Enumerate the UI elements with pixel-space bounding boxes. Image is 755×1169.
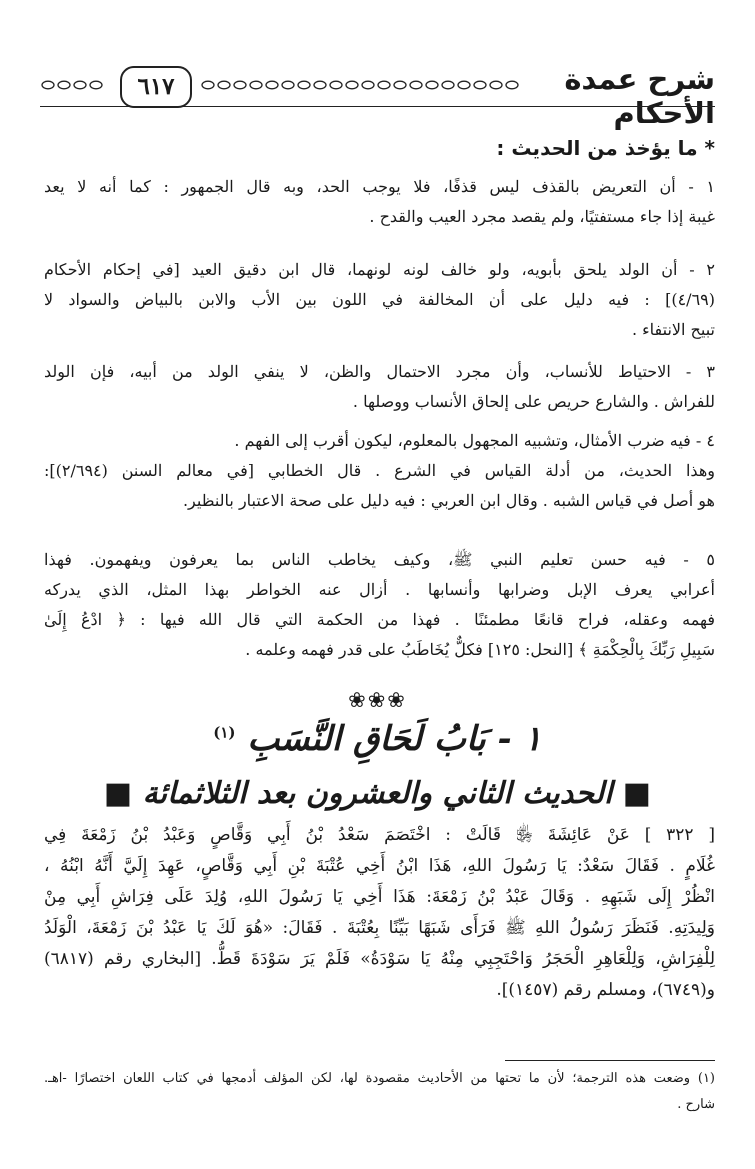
- point-4: [44, 426, 715, 516]
- text-line: ١ - أن التعريض بالقذف ليس قذفًا، فلا يوجب الحد، وبه قال الجمهور : كما أنه لا يعد: [44, 177, 715, 196]
- text-line: ٢ - أن الولد يلحق بأبويه، ولو خالف لونه لونهما، قال ابن دقيق العيد [في إحكام الأحكام: [44, 260, 715, 279]
- chapter-title: [0, 719, 755, 759]
- text-line: ٤ - فيه ضرب الأمثال، وتشبيه المجهول بالمعلوم، ليكون أقرب إلى الفهم .: [234, 431, 715, 450]
- point-5: [44, 545, 715, 665]
- text-line: للفراش . والشارع حريص على إلحاق الأنساب ووصلها .: [352, 392, 715, 411]
- text-line: ٥ - فيه حسن تعليم النبي ﷺ، وكيف يخاطب الناس بما يعرفون ويفهمون. فهذا: [44, 550, 716, 569]
- text-line: (١) وضعت هذه الترجمة؛ لأن ما تحتها من الأحاديث مقصودة لها، لكن المؤلف أدمجها في كتاب اللعان اختصارًا -اهـ.: [44, 1071, 715, 1086]
- text-line: غيبة إذا جاء مستفتيًا، ولم يقصد مجرد العيب والقدح .: [369, 207, 715, 226]
- text-line: غُلَامٍ . فَقَالَ سَعْدٌ: يَا رَسُولَ اللهِ، هَذَا ابْنُ أَخِي عُتْبَةَ بْنِ أَبِي وَقَّاصٍ، عَهِدَ إِلَيَّ أَنَّهُ ابْنُهُ ،: [44, 856, 715, 876]
- text-line: انْظُرْ إِلَى شَبَهِهِ . وَقَالَ عَبْدُ بْنُ زَمْعَةَ: هَذَا أَخِي يَا رَسُولَ اللهِ، وُلِدَ عَلَى فِرَاشِ أَبِي مِنْ: [44, 887, 715, 907]
- text-line: وهذا الحديث، من أدلة القياس في الشرع . قال الخطابي [في معالم السنن (٢/٦٩٤)]:: [44, 461, 715, 480]
- running-header: [40, 62, 715, 130]
- text-line: أعرابي يعرف الإبل وضرابها وأنسابها . أزال عنه الخواطر بهذا المثل، الذي يدركه: [44, 580, 715, 599]
- book-title: شرح عمدة الأحكام: [564, 62, 715, 130]
- header-rule: [40, 106, 715, 107]
- section-heading: * ما يؤخذ من الحديث :: [496, 136, 715, 160]
- text-line: فهمه وعقله، فراح قانعًا مطمئنًا . فهذا من الحكمة التي قال الله فيها : ﴿ ادْعُ إِلَىٰ: [44, 610, 715, 629]
- section-divider: ❀❀❀: [348, 688, 407, 712]
- text-line: هو أصل في قياس الشبه . وقال ابن العربي : فيه دليل على صحة الاعتبار بالنظير.: [182, 491, 715, 510]
- page-number: ٦١٧: [120, 66, 192, 108]
- point-3: [44, 357, 715, 417]
- text-line: [ ٣٢٢ ] عَنْ عَائِشَةَ ﵂ قَالَتْ : اخْتَصَمَ سَعْدُ بْنُ أَبِي وَقَّاصٍ وَعَبْدُ بْنُ زَمْعَةَ فِي: [44, 825, 715, 845]
- footnote: [44, 1066, 715, 1118]
- text-line: شارح .: [677, 1097, 715, 1112]
- header-ornament-icon: [200, 80, 522, 90]
- header-ornament-icon: [40, 80, 104, 90]
- footnote-rule: [505, 1060, 715, 1061]
- text-line: لِلْفِرَاشِ، وَلِلْعَاهِرِ الْحَجَرُ وَاحْتَجِبِي مِنْهُ يَا سَوْدَةُ» فَلَمْ يَرَ سَوْدَةَ قَطُّ. [البخاري رقم (٦٨١٧): [44, 949, 715, 969]
- text-line: وَلِيدَتِهِ. فَنَظَرَ رَسُولُ اللهِ ﷺ فَرَأَى شَبَهًا بَيِّنًا بِعُتْبَةَ . فَقَالَ: «هُوَ لَكَ يَا عَبْدُ بْنَ زَمْعَةَ، الْوَلَدُ: [44, 918, 715, 938]
- point-1: [44, 172, 715, 232]
- text-line: سَبِيلِ رَبِّكَ بِالْحِكْمَةِ ﴾ [النحل: ١٢٥] فكلٌّ يُخَاطَبُ على قدر فهمه وعلمه .: [245, 640, 715, 659]
- text-line: (٤/٦٩)] : فيه دليل على أن المخالفة في اللون بين الأب والابن بالبياض والسواد لا: [44, 290, 715, 309]
- point-2: [44, 255, 715, 345]
- text-line: تبيح الانتفاء .: [631, 320, 715, 339]
- hadith-title: ■ الحديث الثاني والعشرون بعد الثلاثمائة ■: [103, 776, 652, 811]
- hadith-text: [44, 820, 715, 1006]
- chapter-title-text: ١ - بَابُ لَحَاقِ النَّسَبِ: [247, 719, 542, 759]
- footnote-ref: (١): [213, 723, 236, 742]
- text-line: ٣ - الاحتياط للأنساب، وأن مجرد الاحتمال والظن، لا ينفي الولد من أبيه، فإن الولد: [44, 362, 715, 381]
- text-line: و(٦٧٤٩)، ومسلم رقم (١٤٥٧)].: [496, 980, 715, 1000]
